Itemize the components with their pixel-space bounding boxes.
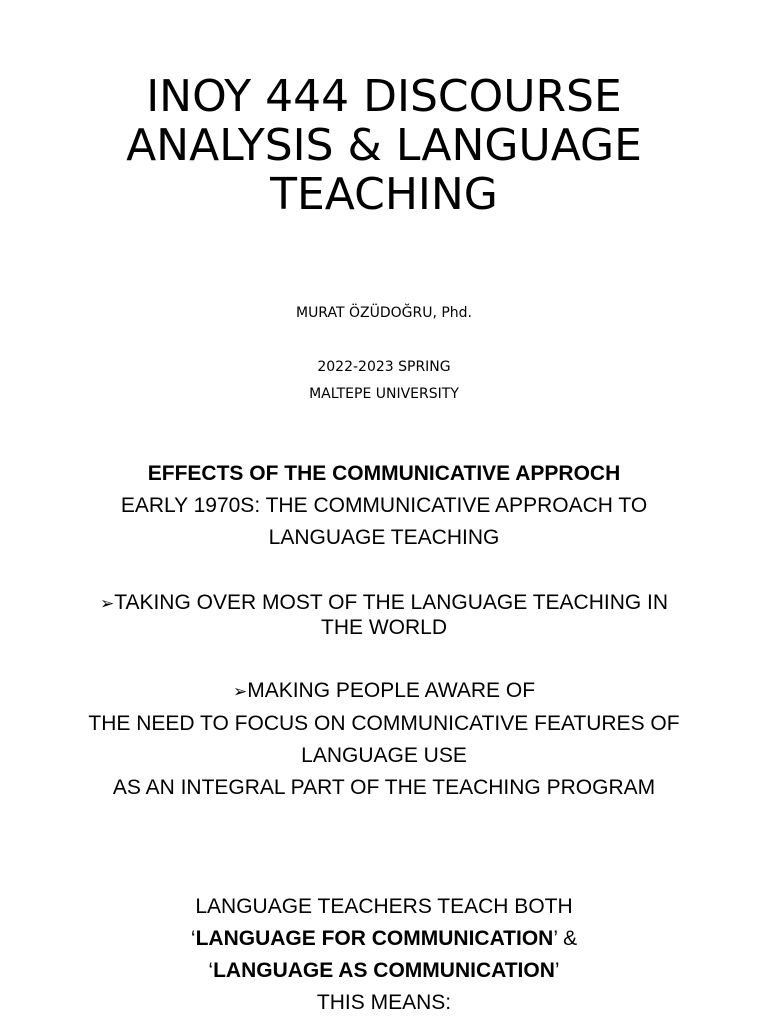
title-line-3: TEACHING xyxy=(270,169,498,220)
closing-line-1: LANGUAGE TEACHERS TEACH BOTH xyxy=(195,895,573,918)
arrow-bullet-icon: ➢ xyxy=(99,594,115,614)
intro-line-1: EARLY 1970S: THE COMMUNICATIVE APPROACH TO xyxy=(120,494,648,517)
quote-close: ’ xyxy=(554,959,560,982)
bullet-item-1 xyxy=(0,591,768,640)
term-language-as-communication: LANGUAGE AS COMMUNICATION xyxy=(213,959,555,982)
bullet-2-line-1 xyxy=(0,675,768,708)
bullet-2-line-2: THE NEED TO FOCUS ON COMMUNICATIVE FEATURES OF xyxy=(88,712,680,735)
closing-section xyxy=(0,891,768,1019)
bullet-1-text-1: TAKING OVER MOST OF THE LANGUAGE TEACHING IN xyxy=(114,591,669,614)
title-line-1: INOY 444 DISCOURSE xyxy=(146,71,622,122)
term-label: 2022-2023 SPRING xyxy=(317,359,451,375)
bullet-item-2 xyxy=(0,675,768,804)
closing-line-4: THIS MEANS: xyxy=(316,991,452,1014)
quote-open: ‘ xyxy=(208,959,214,982)
bullet-1-line-1 xyxy=(0,591,768,616)
bullet-2-text-1: MAKING PEOPLE AWARE OF xyxy=(247,679,536,702)
bullet-2-line-3: LANGUAGE USE xyxy=(301,744,467,767)
intro-line-2: LANGUAGE TEACHING xyxy=(268,526,500,549)
closing-line-3 xyxy=(0,955,768,987)
closing-line-2 xyxy=(0,923,768,955)
section-heading: EFFECTS OF THE COMMUNICATIVE APPROCH xyxy=(147,462,621,485)
quote-open: ‘ xyxy=(190,927,196,950)
quote-close-and: ’ & xyxy=(553,927,578,950)
bullet-2-line-4: AS AN INTEGRAL PART OF THE TEACHING PROGRAM xyxy=(112,776,656,799)
document-title xyxy=(0,72,768,219)
section-effects xyxy=(0,458,768,554)
bullet-1-line-2: THE WORLD xyxy=(321,616,447,639)
author-name: MURAT ÖZÜDOĞRU, Phd. xyxy=(295,305,472,321)
arrow-bullet-icon: ➢ xyxy=(232,682,248,702)
term-language-for-communication: LANGUAGE FOR COMMUNICATION xyxy=(195,927,554,950)
university-name: MALTEPE UNIVERSITY xyxy=(309,386,459,402)
title-line-2: ANALYSIS & LANGUAGE xyxy=(126,120,642,171)
